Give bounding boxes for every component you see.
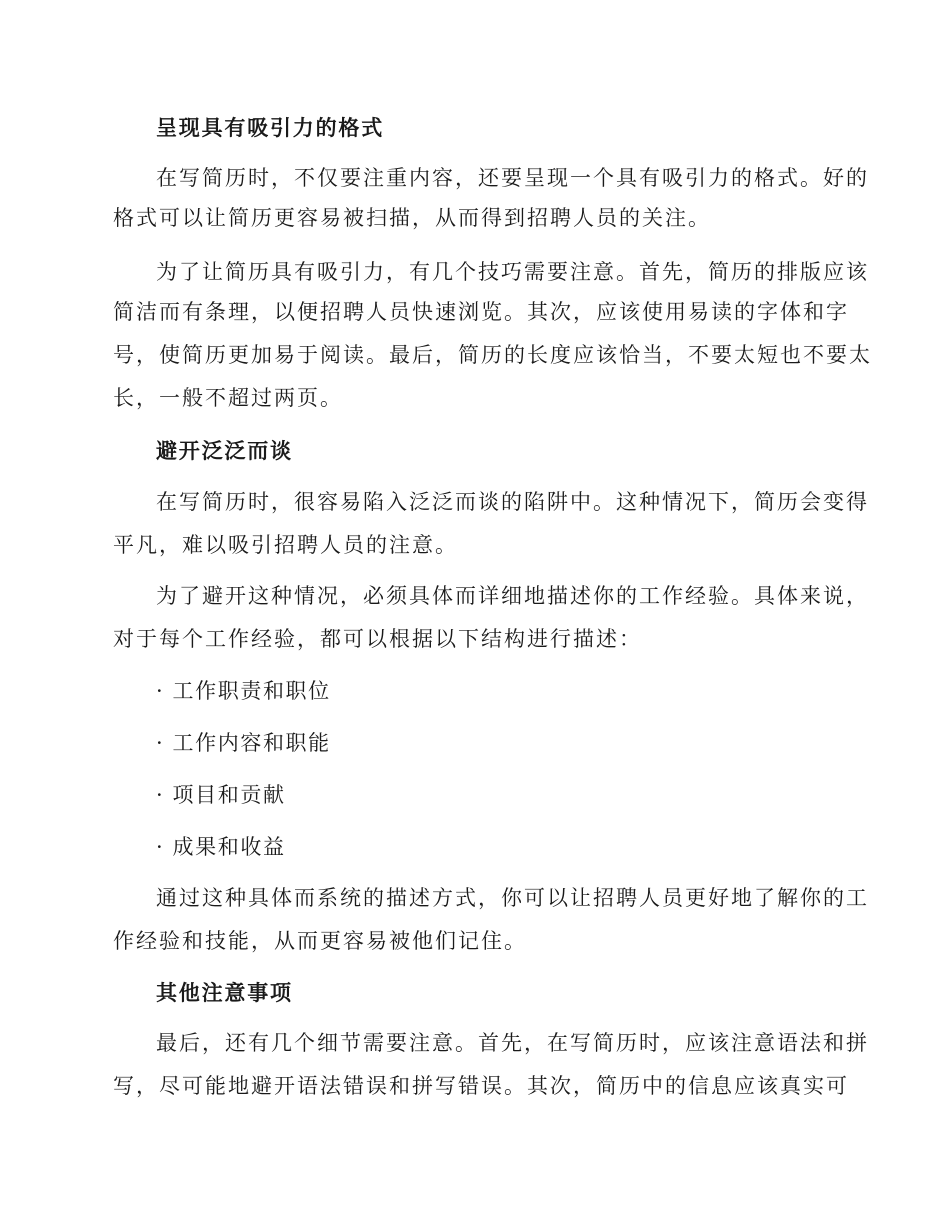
section-heading-format: 呈现具有吸引力的格式 (156, 116, 384, 140)
paragraph-line: 为了避开这种情况，必须具体而详细地描述你的工作经验。具体来说， (156, 584, 869, 608)
paragraph-line: 格式可以让简历更容易被扫描，从而得到招聘人员的关注。 (113, 206, 711, 230)
paragraph-line: 平凡，难以吸引招聘人员的注意。 (113, 533, 458, 557)
paragraph-line: 为了让简历具有吸引力，有几个技巧需要注意。首先，简历的排版应该 (156, 260, 869, 284)
paragraph-line: 写，尽可能地避开语法错误和拼写错误。其次，简历中的信息应该真实可 (113, 1074, 849, 1098)
paragraph-line: 通过这种具体而系统的描述方式，你可以让招聘人员更好地了解你的工 (156, 886, 869, 910)
paragraph-line: 简洁而有条理，以便招聘人员快速浏览。其次，应该使用易读的字体和字 (113, 300, 849, 324)
paragraph-line: 在写简历时，不仅要注重内容，还要呈现一个具有吸引力的格式。好的 (156, 166, 869, 190)
bullet-item: · 工作内容和职能 (156, 731, 331, 755)
bullet-item: · 成果和收益 (156, 835, 286, 859)
section-heading-other-notes: 其他注意事项 (156, 981, 293, 1005)
bullet-item: · 项目和贡献 (156, 783, 286, 807)
paragraph-line: 对于每个工作经验，都可以根据以下结构进行描述： (113, 627, 642, 651)
paragraph-line: 长，一般不超过两页。 (113, 386, 343, 410)
section-heading-avoid-generalities: 避开泛泛而谈 (156, 439, 293, 463)
paragraph-line: 最后，还有几个细节需要注意。首先，在写简历时，应该注意语法和拼 (156, 1031, 869, 1055)
bullet-item: · 工作职责和职位 (156, 679, 331, 703)
paragraph-line: 作经验和技能，从而更容易被他们记住。 (113, 929, 527, 953)
paragraph-line: 在写简历时，很容易陷入泛泛而谈的陷阱中。这种情况下，简历会变得 (156, 490, 869, 514)
paragraph-line: 号，使简历更加易于阅读。最后，简历的长度应该恰当，不要太短也不要太 (113, 343, 872, 367)
